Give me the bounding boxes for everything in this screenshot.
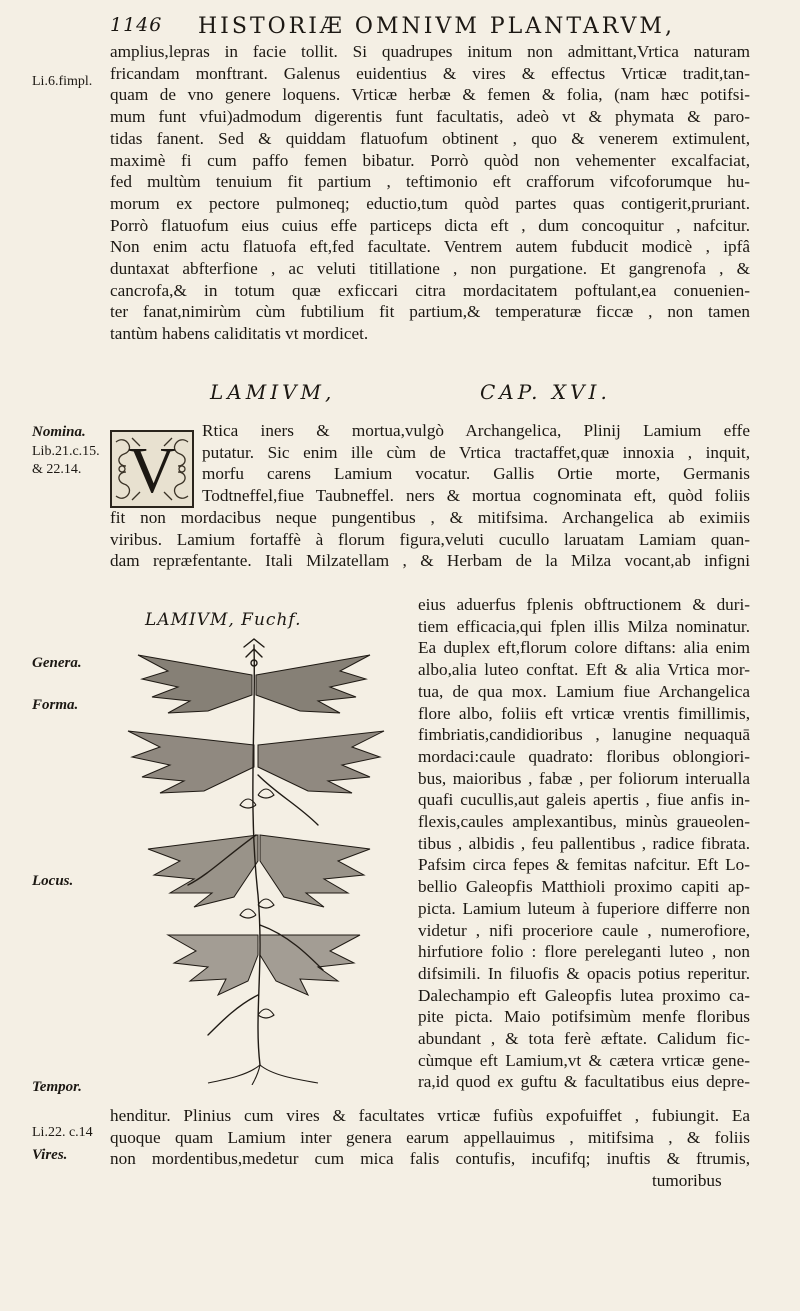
text-line: maximè fi cum paffo femen bibatur. Porrò quòd non vehementer excalfaciat,: [110, 150, 750, 170]
initial-letter: V: [128, 434, 176, 507]
text-line: Pafsim circa fepes & femitas nafcitur. Eft Lo-: [418, 855, 750, 875]
right-column-text: [418, 594, 750, 1093]
text-line: difsimili. In filuofis & opacis potius reperitur.: [418, 963, 750, 983]
margin-ref-pliny-vires: Li.22. c.14: [32, 1125, 93, 1140]
text-line: Ea duplex eft,florum colore diftans: alia enim: [418, 638, 750, 658]
text-line: flexis,caules amplexantibus, minùs graueolen-: [418, 812, 750, 832]
text-line: Non enim actu flatuofa eft,fed facultate. Ventrem autem fubducit modicè , ipfâ: [110, 237, 750, 257]
margin-label-genera: Genera.: [32, 655, 82, 671]
text-line: flore albo, foliis eft vrticæ vrentis fimillimis,: [418, 703, 750, 723]
text-line: quafi cucullis,aut galeis apertis , fiue anfis in-: [418, 790, 750, 810]
running-title: HISTORIÆ OMNIVM PLANTARVM,: [198, 14, 675, 39]
margin-label-forma: Forma.: [32, 697, 79, 713]
margin-label-nomina: Nomina.: [32, 424, 86, 440]
text-line: fimbriatis,candidioribus , lanugine nequaquā: [418, 725, 750, 745]
text-line: tantùm habens caliditatis vt mordicet.: [110, 324, 369, 344]
top-paragraph: [110, 41, 750, 345]
text-line: Dalechampio eft Galeopfis lutea proximo ca-: [418, 985, 750, 1005]
text-line: mum funt vfui)admodum digerentis funt facultatis, adeò vt & phymata & paro-: [110, 107, 750, 127]
text-line: tiem efficacia,qui fplen illis Milza nominatur.: [418, 616, 750, 636]
text-line: morfu carens Lamium vocatur. Gallis Ortie morte, Germanis: [202, 464, 750, 484]
text-line: pite picta. Maio potifsimùm menfe floribus: [418, 1007, 750, 1027]
margin-ref-pliny-1: Lib.21.c.15.: [32, 444, 100, 459]
margin-label-tempus: Tempor.: [32, 1079, 82, 1095]
margin-label-locus: Locus.: [32, 873, 74, 889]
margin-ref-galen: Li.6.fimpl.: [32, 74, 93, 89]
text-line: albo,alia luteo conftat. Eft & alia Vrtica mor-: [418, 660, 750, 680]
text-line: quam de vno genere loquens. Vrticæ herbæ & femen & folia, (nam hæc potifsi-: [110, 85, 750, 105]
text-line: tua, de qua mox. Lamium fiue Archangelica: [418, 681, 750, 701]
margin-label-vires: Vires.: [32, 1147, 68, 1163]
chapter-title: LAMIVM,: [210, 380, 336, 404]
text-line: non mordentibus,medetur cum mica falis contufis, incufifq; inuftis & ftrumis,: [110, 1149, 750, 1169]
text-line: ter fanat,nimirùm cùm fubtilium fit partium,& temperaturæ ficcæ , non tamen: [110, 302, 750, 322]
text-line: amplius,lepras in facie tollit. Si quadrupes initum non admittant,Vrtica naturam: [110, 42, 750, 61]
page-header: [110, 14, 750, 42]
lamium-plant-illustration: [108, 635, 400, 1085]
text-line: viribus. Lamium fortaffè à florum figura,veluti cucullo laruatam Lamiam quan-: [110, 529, 750, 549]
intro-lines: [202, 420, 750, 507]
text-line: bellio Galeopfis Matthioli proximo capiti ap-: [418, 877, 750, 897]
margin-ref-pliny-2: & 22.14.: [32, 462, 82, 477]
text-line: henditur. Plinius cum vires & facultates vrticæ fufiùs expofuiffet , fubiungit. Ea: [110, 1106, 750, 1125]
bottom-lines: [110, 1105, 750, 1170]
chapter-heading: [210, 380, 750, 408]
text-line: eius aduerfus fplenis obftructionem & duri-: [418, 595, 750, 614]
text-line: dam repræfentante. Itali Milzatellam , & Herbam de la Milza vocant,ab infigni: [110, 551, 750, 571]
figure-caption: LAMIVM, Fuchf.: [145, 610, 302, 630]
text-line: cùmque eft Lamium,vt & cætera vrticæ gene-: [418, 1050, 750, 1070]
text-line: fricandam monftrant. Galenus euidentius & vires & effectus Vrticæ tradit,tan-: [110, 63, 750, 83]
text-line: cancrofa,& in totum quæ exficcari citra mordacitatem poftulant,ea conuenien-: [110, 280, 750, 300]
text-line: Todtneffel,fiue Taubneffel. ners & mortua cognominata eft, quòd foliis: [202, 486, 750, 506]
text-line: videtur , nifi proceriore caule , numerofiore,: [418, 920, 750, 940]
text-line: tibus , albidis , feu pallentibus , radice fibrata.: [418, 833, 750, 853]
text-line: quoque quam Lamium inter genera earum appellauimus , mitifsima , & foliis: [110, 1127, 750, 1147]
text-line: putatur. Sic enim ille cùm de Vrtica tractaffet,quæ innoxia , inquit,: [202, 442, 750, 462]
text-line: bus, maioribus , fabæ , per foliorum interualla: [418, 768, 750, 788]
text-line: duntaxat abfterfione , ac veluti titillatione , non purgatione. Et gangrenofa , &: [110, 259, 750, 279]
text-line: tidas fanent. Sed & quiddam flatuofum obtinent , quo & venerem extimulent,: [110, 128, 750, 148]
catchword: tumoribus: [652, 1171, 722, 1190]
text-line: hirfutiore folio : flore pereleganti luteo , non: [418, 942, 750, 962]
text-line: Rtica iners & mortua,vulgò Archangelica, Plinij Lamium effe: [202, 421, 750, 440]
text-line: fit non mordacibus neque pungentibus , & mitifsima. Archangelica ab eximiis: [110, 508, 750, 527]
text-line: mordaci:caule quadrato: floribus oblongiori-: [418, 746, 750, 766]
full-width-lines: [110, 507, 750, 572]
decorated-initial: [110, 430, 194, 508]
text-line: abundant , & tota ferè æftate. Calidum fic-: [418, 1029, 750, 1049]
text-line: picta. Lamium luteum à fuperiore differre non: [418, 898, 750, 918]
text-line: morum ex pectore pulmoneq; eductio,tum quòd partes quas contigerit,pruriant.: [110, 193, 750, 213]
page-number: 1146: [110, 14, 163, 36]
text-line: ra,id quod ex guftu & facultatibus eius depre-: [418, 1072, 750, 1092]
text-line: Porrò flatuofum eius cuius effe particeps dicta eft , dum concoquitur , nafcitur.: [110, 215, 750, 235]
text-line: fed multùm tenuium fit partium , teftimonio eft crafforum vifcoforumque hu-: [110, 172, 750, 192]
chapter-number: CAP. XVI.: [480, 380, 611, 404]
